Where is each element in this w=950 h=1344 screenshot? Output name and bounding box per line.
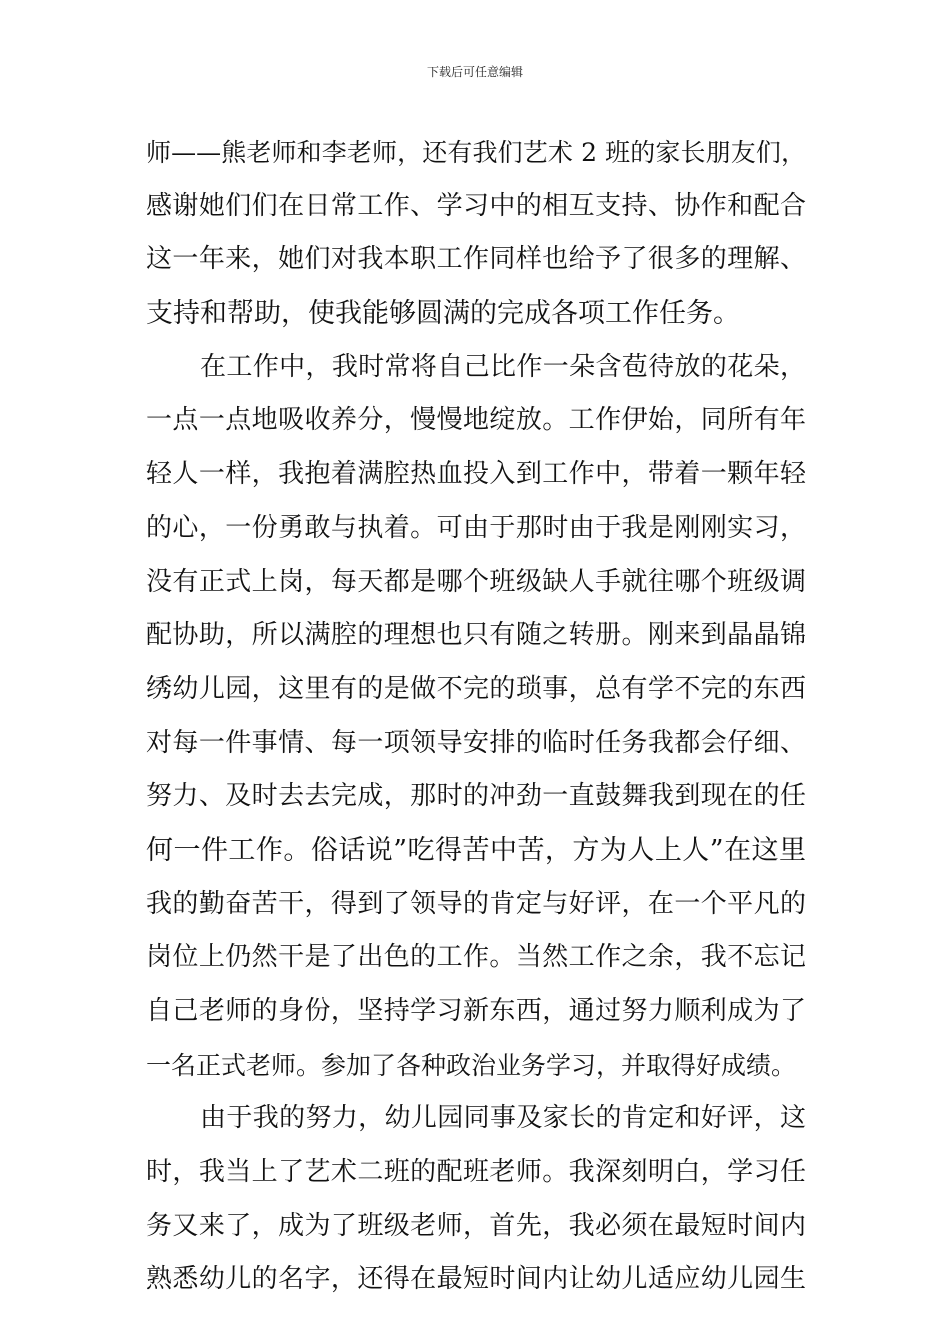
text-line: 轻人一样，我抱着满腔热血投入到工作中，带着一颗年轻 (146, 459, 806, 490)
text-line: 支持和帮助，使我能够圆满的完成各项工作任务。 (146, 298, 740, 330)
text-line: 绣幼儿园，这里有的是做不完的琐事，总有学不完的东西 (146, 673, 806, 704)
text-line: 师——熊老师和李老师，还有我们艺术 2 班的家长朋友们， (146, 138, 806, 167)
text-line: 务又来了，成为了班级老师，首先，我必须在最短时间内 (146, 1210, 806, 1241)
text-line: 配协助，所以满腔的理想也只有随之转册。刚来到晶晶锦 (146, 620, 806, 651)
text-line: 努力、及时去去完成，那时的冲劲一直鼓舞我到现在的任 (146, 781, 806, 812)
text-line: 这一年来，她们对我本职工作同样也给予了很多的理解、 (146, 244, 806, 275)
text-line: 我的勤奋苦干，得到了领导的肯定与好评，在一个平凡的 (146, 888, 806, 919)
document-body (146, 126, 806, 1307)
text-line: 一名正式老师。参加了各种政治业务学习，并取得好成绩。 (146, 1050, 797, 1080)
text-line: 熟悉幼儿的名字，还得在最短时间内让幼儿适应幼儿园生 (146, 1264, 806, 1295)
text-line: 感谢她们们在日常工作、学习中的相互支持、协作和配合 (146, 190, 806, 221)
page-header: 下载后可任意编辑 (426, 65, 523, 79)
text-line: 没有正式上岗，每天都是哪个班级缺人手就往哪个班级调 (146, 566, 806, 597)
text-line: 时，我当上了艺术二班的配班老师。我深刻明白，学习任 (146, 1157, 806, 1188)
text-line: 一点一点地吸收养分，慢慢地绽放。工作伊始，同所有年 (146, 405, 806, 436)
text-line: 自己老师的身份，坚持学习新东西，通过努力顺利成为了 (146, 996, 806, 1026)
text-line: 对每一件事情、每一项领导安排的临时任务我都会仔细、 (146, 727, 806, 758)
paragraph-start-line: 在工作中，我时常将自己比作一朵含苞待放的花朵， (200, 351, 806, 382)
text-line: 何一件工作。俗话说”吃得苦中苦，方为人上人”在这里 (146, 834, 806, 866)
paragraph-start-line: 由于我的努力，幼儿园同事及家长的肯定和好评，这 (200, 1103, 806, 1134)
text-line: 的心，一份勇敢与执着。可由于那时由于我是刚刚实习， (146, 512, 806, 543)
text-line: 岗位上仍然干是了出色的工作。当然工作之余，我不忘记 (146, 942, 806, 973)
